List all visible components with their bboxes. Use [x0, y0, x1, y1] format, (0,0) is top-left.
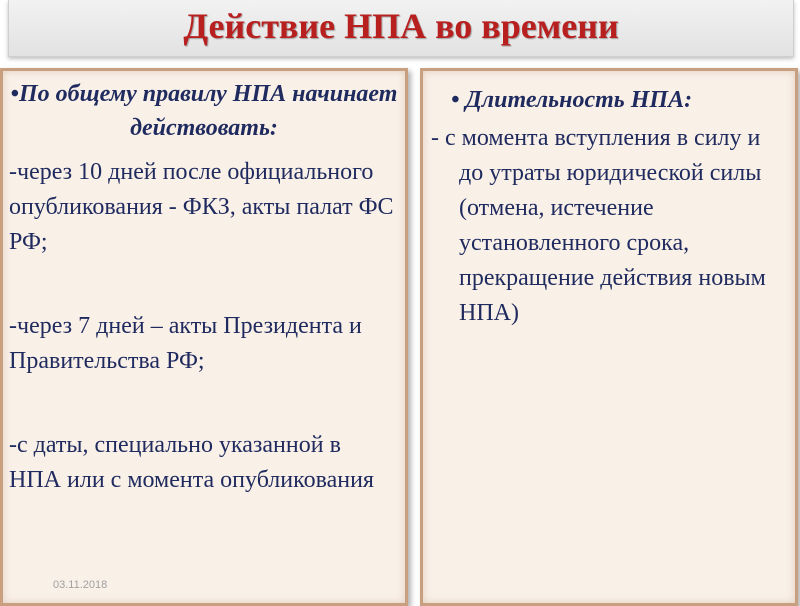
duration-item: - с момента вступления в силу и до утраты юридической силы (отмена, истечение установленного срока, прекращение действия новым НПА)	[431, 125, 766, 326]
rule-item-1: -через 10 дней после официального опубликования - ФКЗ, акты палат ФС РФ;	[9, 159, 394, 255]
slide-title: Действие НПА во времени	[183, 6, 619, 46]
rule-item-2: -через 7 дней – акты Президента и Правительства РФ;	[9, 313, 362, 374]
slide-date: 03.11.2018	[53, 579, 108, 591]
rule-item-3: -с даты, специально указанной в НПА или с момента опубликования	[9, 432, 374, 493]
right-heading: • Длительность НПА:	[451, 87, 693, 113]
title-bar	[8, 0, 794, 57]
left-panel	[0, 68, 408, 606]
right-panel	[420, 68, 798, 606]
left-heading: •По общему правилу НПА начинает действовать:	[10, 81, 398, 141]
